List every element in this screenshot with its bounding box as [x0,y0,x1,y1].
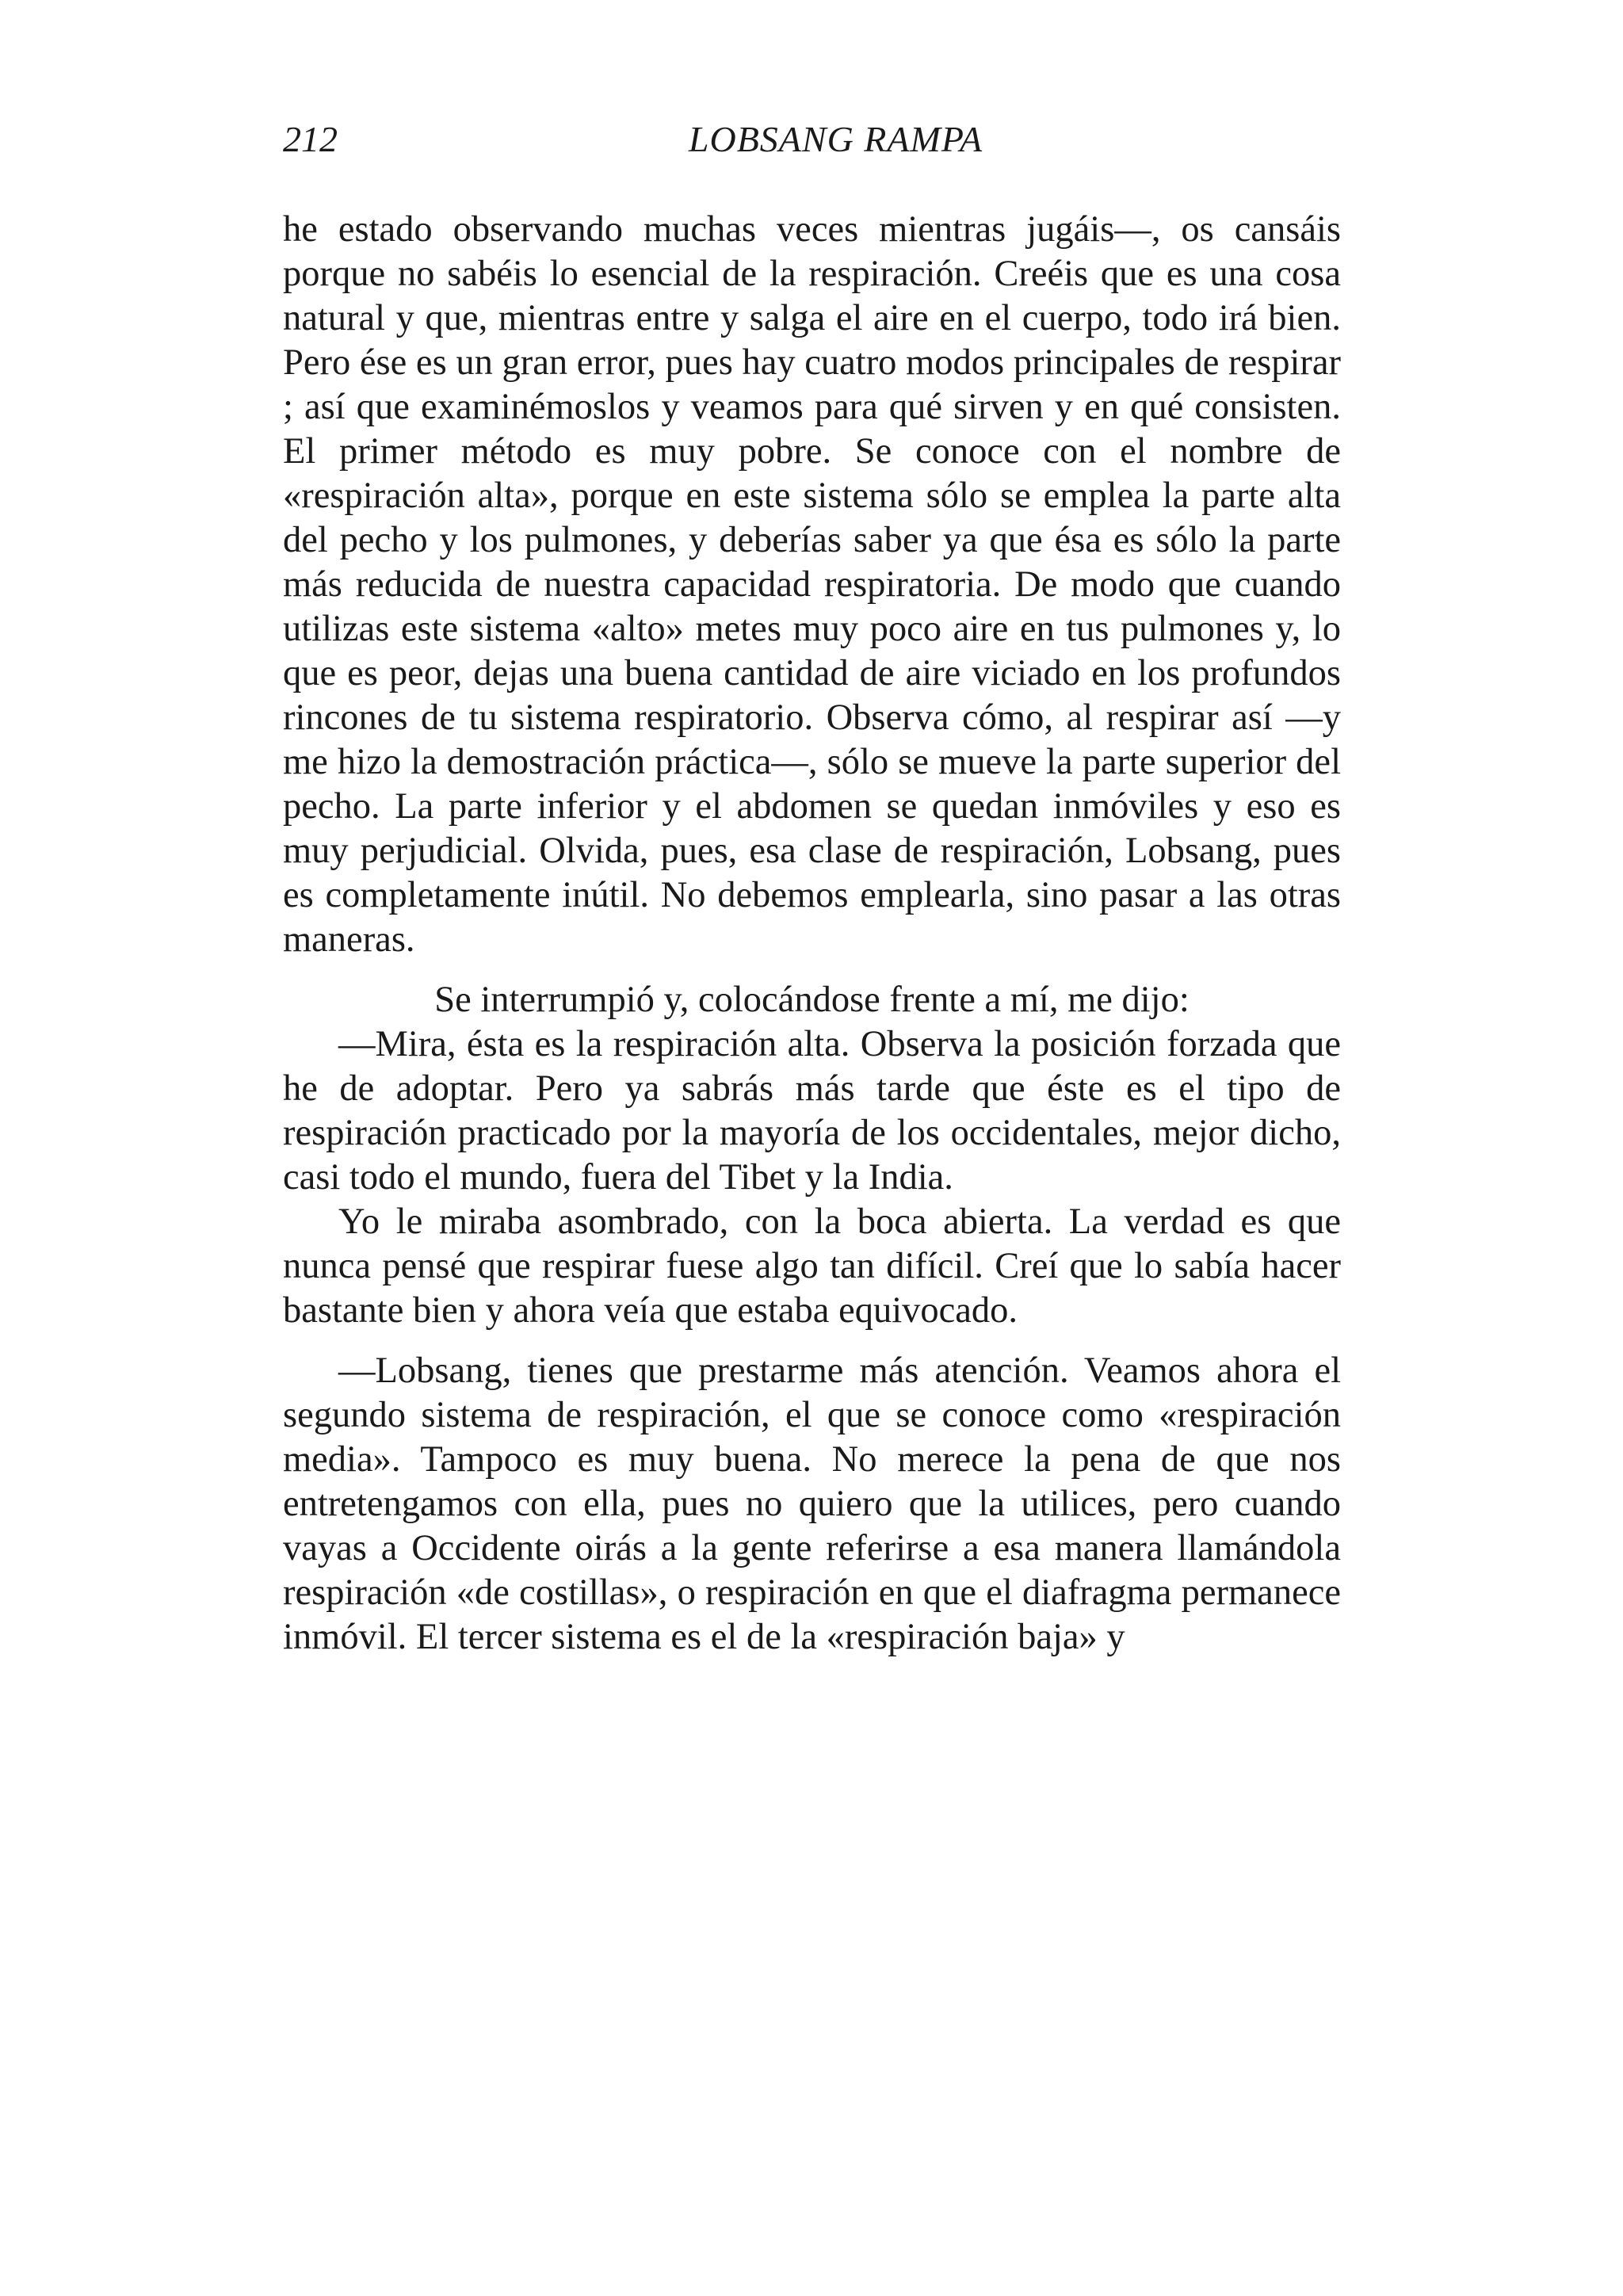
running-title: LOBSANG RAMPA [688,119,983,159]
paragraph-2: Se interrumpió y, colocándose frente a mí, me dijo: [434,980,1190,1020]
paragraph-3: —Mira, ésta es la respiración alta. Observa la posición forzada que he de adoptar. Pero ya sabrás más tarde que éste es el tipo de respiración practicado por la mayoría de los occidentales, mejor dicho, casi todo el mundo, fuera del Tibet y la India. [283,1024,1341,1198]
body-text [283,208,1341,1660]
paragraph-4: Yo le miraba asombrado, con la boca abierta. La verdad es que nunca pensé que respirar fuese algo tan difícil. Creí que lo sabía hacer bastante bien y ahora veía que estaba equivocado. [283,1201,1341,1331]
page-number: 212 [283,119,338,159]
page-header [283,116,1341,163]
paragraph-5: —Lobsang, tienes que prestarme más atención. Veamos ahora el segundo sistema de respiración, el que se conoce como «respiración media». Tampoco es muy buena. No merece la pena de que nos entretengamos con ella, pues no quiero que la utilices, pero cuando vayas a Occidente oirás a la gente referirse a esa manera llamándola respiración «de costillas», o respiración en que el diafragma permanece inmóvil. El tercer sistema es el de la «respiración baja» y [283,1350,1341,1657]
paragraph-1: he estado observando muchas veces mientras jugáis—, os cansáis porque no sabéis lo esencial de la respiración. Creéis que es una cosa natural y que, mientras entre y salga el aire en el cuerpo, todo irá bien. Pero ése es un gran error, pues hay cuatro modos principales de respirar ; así que examinémoslos y veamos para qué sirven y en qué consisten. El primer método es muy pobre. Se conoce con el nombre de «respiración alta», porque en este sistema sólo se emplea la parte alta del pecho y los pulmones, y deberías saber ya que ésa es sólo la parte más reducida de nuestra capacidad respiratoria. De modo que cuando utilizas este sistema «alto» metes muy poco aire en tus pulmones y, lo que es peor, dejas una buena cantidad de aire viciado en los profundos rincones de tu sistema respiratorio. Observa cómo, al respirar así —y me hizo la demostración práctica—, sólo se mueve la parte superior del pecho. La parte inferior y el abdomen se quedan inmóviles y eso es muy perjudicial. Olvida, pues, esa clase de respiración, Lobsang, pues es completamente inútil. No debemos emplearla, sino pasar a las otras maneras. [283,209,1341,960]
